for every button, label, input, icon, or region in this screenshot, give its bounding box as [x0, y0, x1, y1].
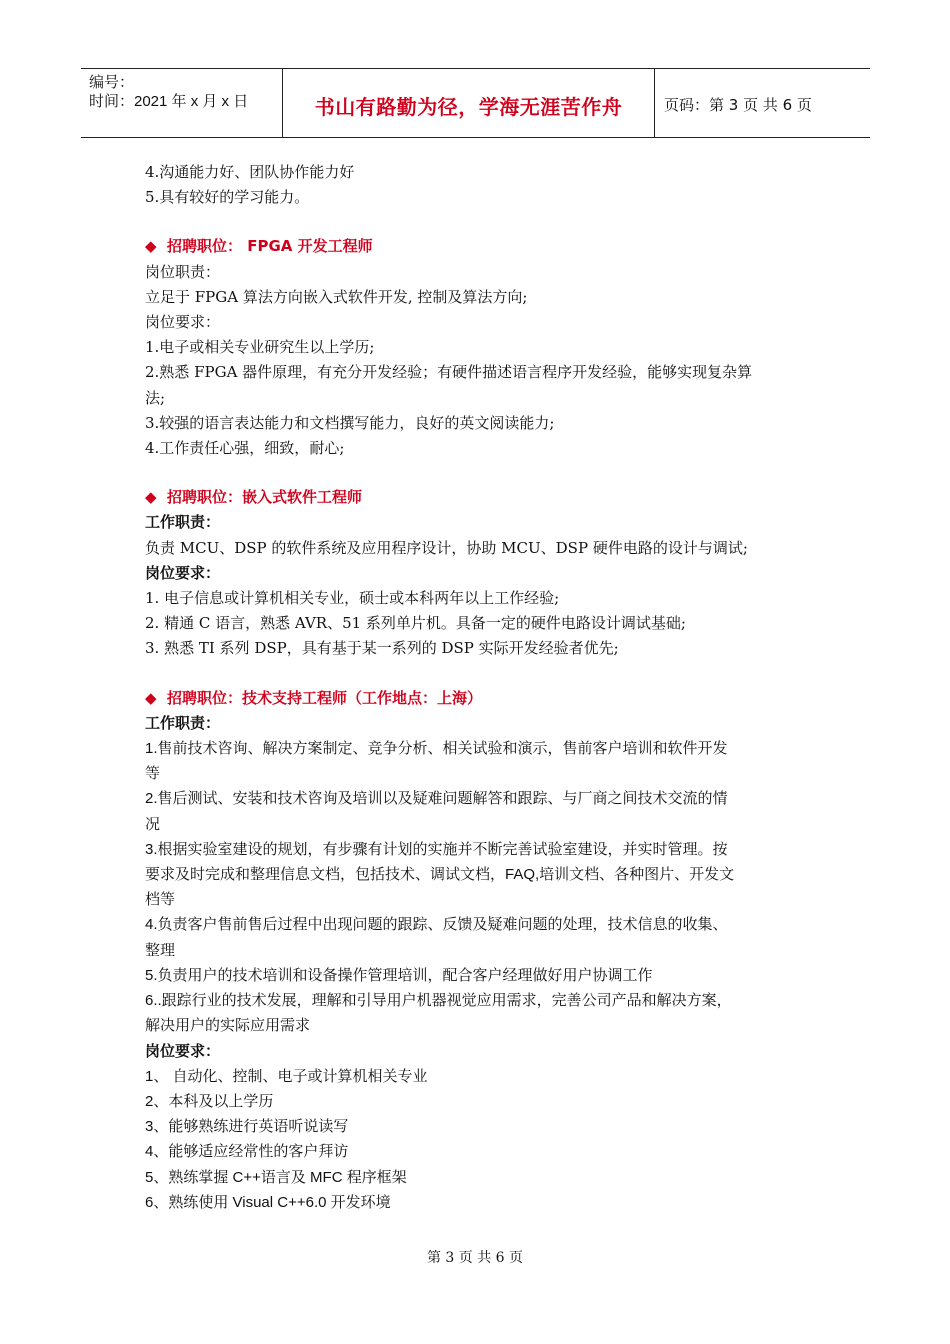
requirement-heading: 岗位要求：: [145, 1042, 221, 1060]
diamond-bullet-icon: ◆: [145, 237, 157, 256]
job-title-text: 招聘职位： FPGA 开发工程师: [167, 237, 373, 256]
requirement-heading: 岗位要求：: [145, 564, 221, 582]
requirement-line: 3. 熟悉 TI 系列 DSP，具有基于某一系列的 DSP 实际开发经验者优先;: [145, 639, 619, 658]
duty-text: 立足于 FPGA 算法方向嵌入式软件开发, 控制及算法方向;: [145, 287, 528, 306]
duty-heading: 工作职责：: [145, 514, 221, 532]
document-body: [145, 160, 810, 1215]
requirement-heading: 岗位要求：: [145, 313, 221, 332]
duty-line: 4.负责客户售前售后过程中出现问题的跟踪、反馈及疑难问题的处理，技术信息的收集、: [145, 916, 728, 934]
requirement-line: 2、本科及以上学历: [145, 1092, 274, 1110]
requirement-line: 6、熟练使用 Visual C++6.0 开发环境: [145, 1193, 391, 1211]
document-date-label: 时间：2021 年 x 月 x 日: [89, 93, 249, 110]
duty-line: 等: [145, 765, 161, 783]
intro-line: 5.具有较好的学习能力。: [145, 188, 310, 207]
diamond-bullet-icon: ◆: [145, 488, 157, 507]
job-title-embedded: [145, 485, 810, 510]
requirement-line: 4.工作责任心强，细致，耐心;: [145, 439, 345, 458]
requirement-line: 5、熟练掌握 C++语言及 MFC 程序框架: [145, 1168, 407, 1186]
duty-line: 2.售后测试、安装和技术咨询及培训以及疑难问题解答和跟踪、与厂商之间技术交流的情: [145, 790, 728, 808]
page-footer: 第 3 页 共 6 页: [426, 1250, 524, 1266]
page-header: [81, 68, 870, 138]
duty-line: 1.售前技术咨询、解决方案制定、竞争分析、相关试验和演示，售前客户培训和软件开发: [145, 740, 728, 758]
header-meta-cell: [81, 69, 283, 137]
requirement-line: 3、能够熟练进行英语听说读写: [145, 1118, 349, 1136]
requirement-line: 1、 自动化、控制、电子或计算机相关专业: [145, 1067, 428, 1085]
requirement-line: 4、能够适应经常性的客户拜访: [145, 1143, 349, 1161]
duty-line: 5.负责用户的技术培训和设备操作管理培训，配合客户经理做好用户协调工作: [145, 966, 653, 984]
duty-heading: 岗位职责：: [145, 262, 221, 281]
job-title-support: [145, 686, 810, 711]
duty-line: 整理: [145, 941, 176, 959]
requirement-line: 1.电子或相关专业研究生以上学历;: [145, 338, 375, 357]
requirement-line: 2. 精通 C 语言，熟悉 AVR、51 系列单片机。具备一定的硬件电路设计调试基础;: [145, 614, 686, 633]
header-motto-cell: [283, 69, 655, 137]
requirement-line: 3.较强的语言表达能力和文档撰写能力，良好的英文阅读能力;: [145, 413, 555, 432]
header-page-cell: [655, 69, 870, 137]
intro-line: 4.沟通能力好、团队协作能力好: [145, 163, 355, 181]
document-number-label: 编号：: [89, 74, 135, 91]
duty-text: 负责 MCU、DSP 的软件系统及应用程序设计，协助 MCU、DSP 硬件电路的设计与调试;: [145, 538, 748, 557]
duty-line: 解决用户的实际应用需求: [145, 1017, 311, 1035]
duty-line: 况: [145, 815, 161, 833]
duty-line: 6..跟踪行业的技术发展，理解和引导用户机器视觉应用需求，完善公司产品和解决方案，: [145, 992, 732, 1010]
diamond-bullet-icon: ◆: [145, 688, 157, 707]
job-title-text: 招聘职位：技术支持工程师（工作地点：上海）: [167, 688, 483, 707]
header-page-number: 页码：第 3 页 共 6 页: [664, 96, 812, 114]
duty-line: 档等: [145, 891, 176, 909]
duty-line: 3.根据实验室建设的规划，有步骤有计划的实施并不断完善试验室建设，并实时管理。按: [145, 840, 728, 858]
job-title-fpga: [145, 234, 810, 259]
duty-heading: 工作职责：: [145, 714, 221, 732]
job-title-text: 招聘职位：嵌入式软件工程师: [167, 488, 363, 507]
duty-line: 要求及时完成和整理信息文档，包括技术、调试文档，FAQ,培训文档、各种图片、开发文: [145, 866, 735, 884]
requirement-line: 1. 电子信息或计算机相关专业，硕士或本科两年以上工作经验;: [145, 589, 560, 608]
requirement-line: 2.熟悉 FPGA 器件原理，有充分开发经验；有硬件描述语言程序开发经验，能够实现复杂算: [145, 363, 753, 382]
requirement-line: 法;: [145, 388, 166, 407]
header-motto: 书山有路勤为径，学海无涯苦作舟: [314, 95, 623, 119]
